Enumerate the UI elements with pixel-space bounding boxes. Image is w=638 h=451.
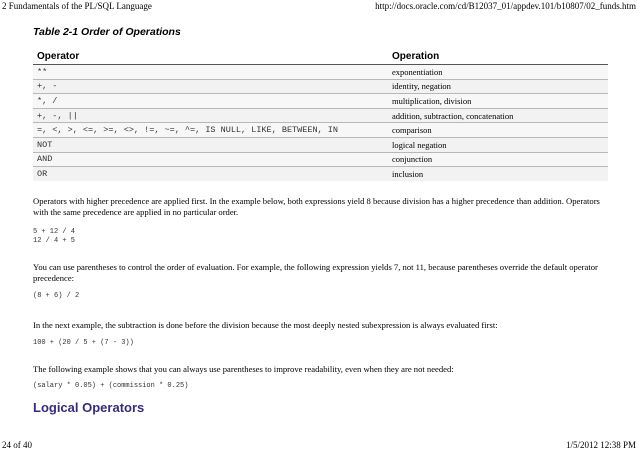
table-header-row [33, 48, 608, 65]
operation-cell: identity, negation [388, 79, 608, 94]
operator-cell: ** [33, 65, 388, 80]
operator-precedence-table [33, 48, 608, 181]
table-row [33, 137, 608, 152]
operation-cell: comparison [388, 123, 608, 138]
operator-cell: OR [33, 167, 388, 181]
code-example-nested: 100 + (20 / 5 + (7 - 3)) [33, 339, 134, 347]
code-example-readability: (salary * 0.05) + (commission * 0.25) [33, 382, 189, 390]
operator-cell: =, <, >, <=, >=, <>, !=, ~=, ^=, IS NULL, LIKE, BETWEEN, IN [33, 123, 388, 138]
page-header-url: http://docs.oracle.com/cd/B12037_01/appdev.101/b10807/02_funds.htm [375, 1, 636, 11]
operator-cell: NOT [33, 137, 388, 152]
table-row [33, 123, 608, 138]
column-header-operator: Operator [33, 48, 388, 65]
operation-cell: inclusion [388, 167, 608, 181]
section-heading-logical-operators: Logical Operators [33, 400, 145, 415]
parentheses-paragraph: You can use parentheses to control the order of evaluation. For example, the following expression yields 7, not 11, because parentheses override the default operator precedence: [33, 262, 598, 283]
table-row [33, 94, 608, 109]
table-row [33, 152, 608, 167]
operator-cell: +, -, || [33, 108, 388, 123]
precedence-paragraph: Operators with higher precedence are applied first. In the example below, both expressions yield 8 because division has a higher precedence than addition. Operators with the same precedence are applied in no particular order. [33, 196, 600, 217]
operation-cell: conjunction [388, 152, 608, 167]
nested-paragraph: In the next example, the subtraction is done before the division because the most deeply nested subexpression is always evaluated first: [33, 320, 498, 330]
operator-cell: *, / [33, 94, 388, 109]
table-row [33, 65, 608, 80]
operation-cell: exponentiation [388, 65, 608, 80]
table-caption: Table 2-1 Order of Operations [33, 26, 181, 38]
page-header-title: 2 Fundamentals of the PL/SQL Language [2, 1, 152, 11]
code-example-parentheses: (8 + 6) / 2 [33, 292, 80, 300]
operator-cell: +, - [33, 79, 388, 94]
page-footer-count: 24 of 40 [2, 440, 32, 450]
table-row [33, 167, 608, 181]
operation-cell: logical negation [388, 137, 608, 152]
code-example-division: 5 + 12 / 4 12 / 4 + 5 [33, 228, 76, 245]
page-footer-datetime: 1/5/2012 12:38 PM [565, 440, 636, 450]
operation-cell: addition, subtraction, concatenation [388, 108, 608, 123]
operation-cell: multiplication, division [388, 94, 608, 109]
operator-cell: AND [33, 152, 388, 167]
readability-paragraph: The following example shows that you can always use parentheses to improve readability, even when they are not needed: [33, 364, 454, 374]
column-header-operation: Operation [388, 48, 608, 65]
table-row [33, 108, 608, 123]
table-row [33, 79, 608, 94]
